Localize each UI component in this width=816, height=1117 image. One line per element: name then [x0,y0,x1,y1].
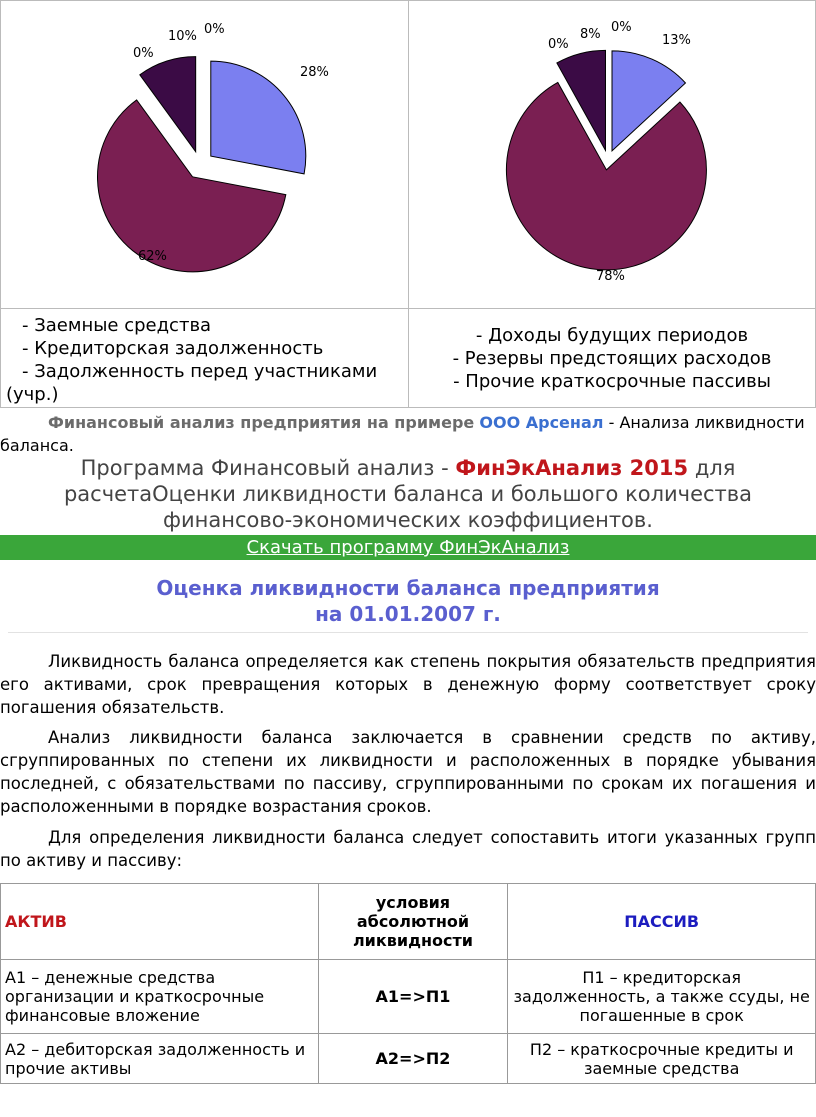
title-line-1: Оценка ликвидности баланса предприятия [156,576,660,600]
pie-data-label: 0% [204,22,225,37]
divider [8,632,808,633]
pie-slice [506,82,706,269]
pie-chart-short-term-liabilities [408,0,816,308]
program-promo [0,455,816,533]
paragraph: Для определения ликвидности баланса следует сопоставить итоги указанных групп по активу и пассиву: [0,827,816,870]
header-condition: условия абсолютной ликвидности [318,884,508,960]
program-suffix: для расчетаОценки ликвидности баланса и большого количества финансово-экономических коэффициентов. [63,456,753,532]
table-header-row [1,884,816,960]
cell-passiv: П1 – кредиторская задолженность, а также ссуды, не погашенные в срок [508,960,816,1034]
pie-data-label: 28% [300,65,329,80]
legend-item: - Заемные средства [22,315,212,336]
title-line-2: на 01.01.2007 г. [315,602,501,626]
legend-item: - Прочие краткосрочные пассивы [453,371,771,392]
legend-right [410,324,814,393]
pie-data-label: 0% [548,37,569,52]
legend-left [6,314,377,406]
pie-data-label: 13% [662,33,691,48]
pie-data-label: 8% [580,27,601,42]
legend-item: - Резервы предстоящих расходов [452,348,772,369]
cell-condition: А1=>П1 [318,960,508,1034]
legend-item: - Кредиторская задолженность [22,338,324,359]
table-row [1,1034,816,1084]
program-prefix: Программа Финансовый анализ - [80,456,449,480]
intro-text [0,411,816,457]
table-row [1,960,816,1034]
legend-item: (учр.) [6,384,59,405]
paragraph: Ликвидность баланса определяется как степень покрытия обязательств предприятия его активами, срок превращения которых в денежную форму соответствует сроку погашения обязательств. [0,651,816,717]
intro-lead: Финансовый анализ предприятия на примере [48,413,475,432]
page-title [0,575,816,627]
pie-chart-liabilities [0,0,408,308]
download-link[interactable]: Скачать программу ФинЭкАнализ [246,537,570,558]
cell-condition: А2=>П2 [318,1034,508,1084]
table-divider-horizontal [0,308,816,309]
pie-slice [211,61,306,174]
pie-data-label: 0% [133,46,154,61]
intro-tail: - Анализа ликвидности баланса. [0,413,805,455]
pie-data-label: 78% [596,269,625,284]
legend-item: - Доходы будущих периодов [475,325,749,346]
paragraph: Анализ ликвидности баланса заключается в сравнении средств по активу, сгруппированных по степени их ликвидности и расположенных в порядке убывания последней, с обязательствами по пассиву, сгруппированными по срокам их погашения и расположенными в порядке возрастания сроков. [0,727,816,816]
header-aktiv: АКТИВ [1,884,319,960]
program-name: ФинЭкАнализ 2015 [455,456,689,480]
cell-passiv: П2 – краткосрочные кредиты и заемные средства [508,1034,816,1084]
header-passiv: ПАССИВ [508,884,816,960]
download-bar [0,535,816,560]
liquidity-table [0,883,816,1084]
pie-data-label: 10% [168,29,197,44]
cell-aktiv: А2 – дебиторская задолженность и прочие активы [1,1034,319,1084]
company-link[interactable]: ООО Арсенал [479,413,604,432]
cell-aktiv: А1 – денежные средства организации и краткосрочные финансовые вложение [1,960,319,1034]
pie-data-label: 62% [138,249,167,264]
legend-item: - Задолженность перед участниками [22,361,378,382]
pie-data-label: 0% [611,20,632,35]
